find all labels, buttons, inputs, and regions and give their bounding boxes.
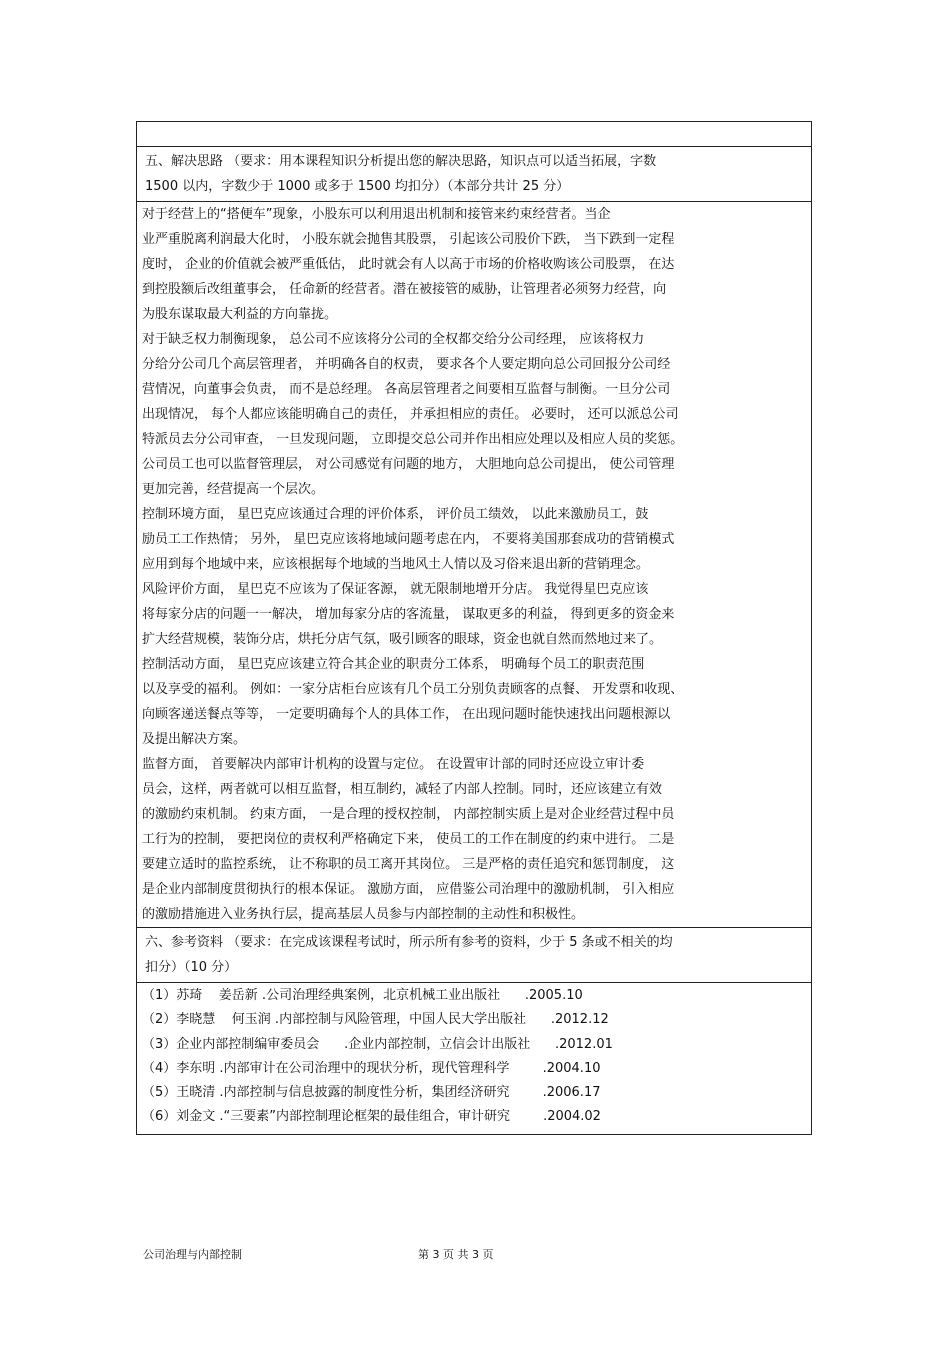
paragraph-monitoring: 监督方面， 首要解决内部审计机构的设置与定位。 在设置审计部的同时还应设立审计委 员会，这样，两者就可以相互监督，相互制约，减轻了内部人控制。同时，还应该建立有效 的激励约束机制。 约束方面， 一是合理的授权控制， 内部控制实质上是对企业经营过程中员 工行为的控制， 要把岗位的责权利严格确定下来， 使员工的工作在制度的约束中进行。 二是 要建立适时的监控系统， 让不称职的员工离开其岗位。 三是严格的责任追究和惩罚制度， 这 是企业内部制度贯彻执行的根本保证。 激励方面， 应借鉴公司治理中的激励机制， 引入相应 的激励措施进入业务执行层，提高基层人员参与内部控制的主动性和积极性。 (142, 757, 675, 922)
reference-item: （5）王晓清 .内部控制与信息披露的制度性分析，集团经济研究 .2006.17 (142, 1085, 601, 1101)
reference-item: （6）刘金文 .“三要素”内部控制理论框架的最佳组合，审计研究 .2004.02 (142, 1109, 601, 1125)
section-5-body (137, 202, 811, 928)
references-list (137, 983, 811, 1134)
section-6-header: 六、参考资料 （要求：在完成该课程考试时，所示所有参考的资料，少于 5 条或不相关的均 扣分）（10 分） (137, 928, 811, 983)
exam-table (136, 121, 812, 1135)
footer-course-name: 公司治理与内部控制 (143, 1248, 242, 1261)
paragraph-control-activities: 控制活动方面， 星巴克应该建立符合其企业的职责分工体系， 明确每个员工的职责范围 以及享受的福利。 例如：一家分店柜台应该有几个员工分别负责顾客的点餐、 开发票和收现、 向顾客递送餐点等等， 一定要明确每个人的具体工作， 在出现问题时能快速找出问题根源以 及提出解决方案。 (142, 657, 684, 747)
footer-page-number: 第 3 页 共 3 页 (418, 1248, 494, 1261)
blank-row (137, 122, 811, 147)
reference-item: （4）李东明 .内部审计在公司治理中的现状分析，现代管理科学 .2004.10 (142, 1060, 601, 1076)
paragraph-control-environment: 控制环境方面， 星巴克应该通过合理的评价体系， 评价员工绩效， 以此来激励员工，鼓 励员工工作热情； 另外， 星巴克应该将地域问题考虑在内， 不要将美国那套成功的营销模式 应用到每个地域中来，应该根据每个地域的当地风土人情以及习俗来退出新的营销理念。 (142, 507, 675, 572)
paragraph-power-balance: 对于缺乏权力制衡现象， 总公司不应该将分公司的全权都交给分公司经理， 应该将权力 分给分公司几个高层管理者， 并明确各自的权责， 要求各个人要定期向总公司回报分公司经 营情况，向董事会负责， 而不是总经理。 各高层管理者之间要相互监督与制衡。一旦分公司 出现情况， 每个人都应该能明确自己的责任， 并承担相应的责任。 必要时， 还可以派总公司 特派员去分公司审查， 一旦发现问题， 立即提交总公司并作出相应处理以及相应人员的奖惩。 公司员工也可以监督管理层， 对公司感觉有问题的地方， 大胆地向总公司提出， 使公司管理 更加完善，经营提高一个层次。 (142, 332, 684, 497)
paragraph-free-rider: 对于经营上的“搭便车”现象，小股东可以利用退出机制和接管来约束经营者。当企 业严重脱离利润最大化时， 小股东就会抛售其股票， 引起该公司股价下跌， 当下跌到一定程 度时， 企业的价值就会被严重低估， 此时就会有人以高于市场的价格收购该公司股票， 在达 到控股额后改组董事会， 任命新的经营者。潜在被接管的威胁，让管理者必须努力经营，向 为股东谋取最大利益的方向靠拢。 (142, 207, 675, 322)
section-5-header: 五、解决思路 （要求：用本课程知识分析提出您的解决思路，知识点可以适当拓展，字数 1500 以内，字数少于 1000 或多于 1500 均扣分）（本部分共计 25 分） (137, 147, 811, 202)
paragraph-risk-assessment: 风险评价方面， 星巴克不应该为了保证客源， 就无限制地增开分店。 我觉得星巴克应该 将每家分店的问题一一解决， 增加每家分店的客流量， 谋取更多的利益， 得到更多的资金来 扩大经营规模，装饰分店，烘托分店气氛，吸引顾客的眼球，资金也就自然而然地过来了。 (142, 582, 675, 647)
reference-item: （2）李晓慧 何玉润 .内部控制与风险管理，中国人民大学出版社 .2012.12 (142, 1012, 609, 1028)
reference-item: （1）苏琦 姜岳新 .公司治理经典案例，北京机械工业出版社 .2005.10 (142, 988, 583, 1003)
reference-item: （3）企业内部控制编审委员会 .企业内部控制，立信会计出版社 .2012.01 (142, 1036, 613, 1052)
